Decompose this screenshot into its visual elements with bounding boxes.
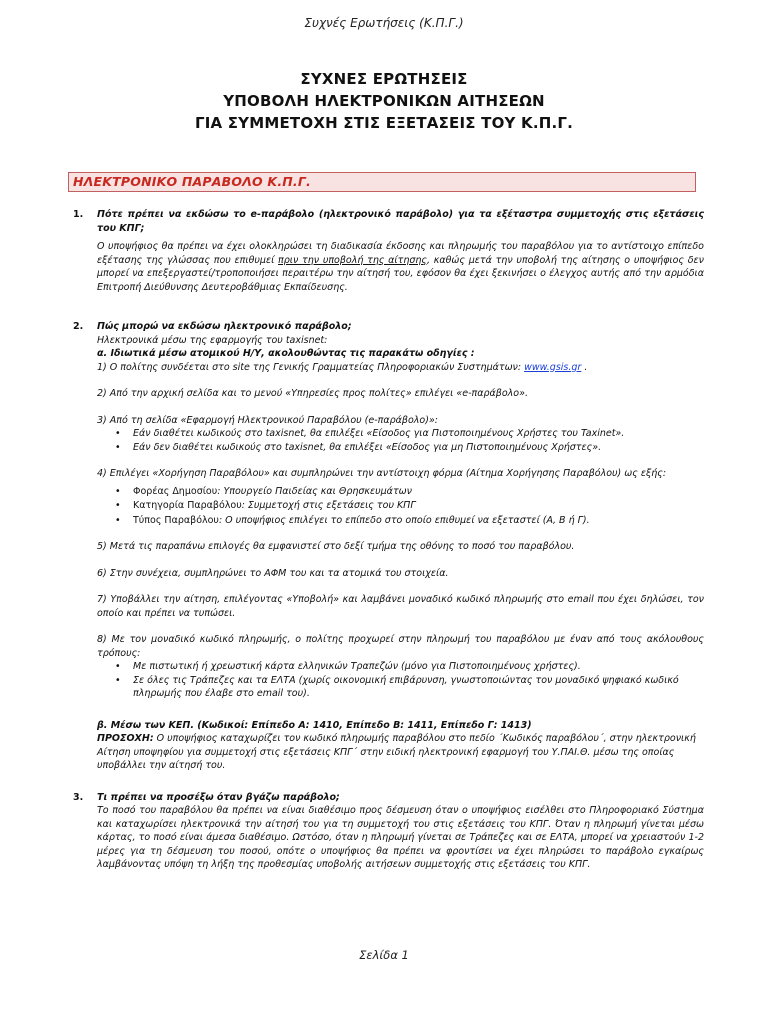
step-text: . xyxy=(581,361,588,373)
step-5: 5) Μετά τις παραπάνω επιλογές θα εμφανιστεί στο δεξί τμήμα της οθόνης το ποσό του παραβόλου. xyxy=(97,541,575,552)
section-heading: ΗΛΕΚΤΡΟΝΙΚΟ ΠΑΡΑΒΟΛΟ Κ.Π.Γ. xyxy=(73,174,311,189)
field-value: : Ο υποψήφιος επιλέγει το επίπεδο στο οποίο επιθυμεί να εξεταστεί (Α, Β ή Γ). xyxy=(218,514,590,526)
page-number: Σελίδα 1 xyxy=(359,948,409,962)
answer-paragraph: Το ποσό του παραβόλου θα πρέπει να είναι διαθέσιμο προς δέσμευση όταν ο υποψήφιος εισέλθει στο Πληροφοριακό Σύστημα και καταχωρίσει ηλεκτρονικά την αίτησή του για τη συμμετοχή του στις εξετάσεις του ΚΠΓ. Όταν η πληρωμή γίνεται μέσω κάρτας, το ποσό είναι άμεσα διαθέσιμο. Ωστόσο, όταν η πληρωμή γίνεται σε Τράπεζες και σε ΕΛΤΑ, μπορεί να χρειαστούν 1-2 μέρες για τη δέσμευση του ποσού, οπότε ο υποψήφιος θα πρέπει να φροντίσει να έχει πληρώσει το παράβολο εγκαίρως λαμβάνοντας υπόψη τη λήξη της προθεσμίας υποβολής αιτήσεων συμμετοχής στις εξετάσεις του ΚΠΓ. xyxy=(97,805,704,870)
field-label: Κατηγορία Παραβόλου xyxy=(133,500,242,511)
answer-paragraph xyxy=(97,240,704,294)
step-3-list xyxy=(97,427,704,454)
faq-item-2 xyxy=(70,320,704,773)
field-value: : Συμμετοχή στις εξετάσεις του ΚΠΓ xyxy=(241,500,416,511)
section-heading-box xyxy=(68,172,696,192)
step-3: 3) Από τη σελίδα «Εφαρμογή Ηλεκτρονικού Παραβόλου (e-παράβολο)»: xyxy=(97,414,438,426)
answer-intro: Ηλεκτρονικά μέσω της εφαρμογής του taxisnet: xyxy=(97,334,328,346)
gsis-link[interactable]: www.gsis.gr xyxy=(524,361,582,373)
question-title: Πότε πρέπει να εκδώσω το e-παράβολο (ηλεκτρονικό παράβολο) για τα εξέταστρα συμμετοχής στις εξετάσεις του ΚΠΓ; xyxy=(97,209,704,234)
step-2: 2) Από την αρχική σελίδα και το μενού «Υπηρεσίες προς πολίτες» επιλέγει «e-παράβολο». xyxy=(97,388,529,399)
answer-text: Ο υποψήφιος θα πρέπει να έχει ολοκληρώσει τη διαδικασία έκδοσης και πληρωμής του παραβόλου για το αντίστοιχο επίπεδο εξέτασης της γλώσσας που επιθυμεί xyxy=(97,241,704,266)
step-6: 6) Στην συνέχεια, συμπληρώνει το ΑΦΜ του και τα ατομικά του στοιχεία. xyxy=(97,567,449,579)
step-8: 8) Με τον μοναδικό κωδικό πληρωμής, ο πολίτης προχωρεί στην πληρωμή του παραβόλου με έναν από τους ακόλουθους τρόπους: xyxy=(97,634,704,659)
list-item: • Με πιστωτική ή χρεωστική κάρτα ελληνικών Τραπεζών (μόνο για Πιστοποιημένους χρήστες). xyxy=(97,660,704,674)
attention-text: Ο υποψήφιος καταχωρίζει τον κωδικό πληρωμής παραβόλου στο πεδίο ΄Κωδικός παραβόλου΄, στην ηλεκτρονική Αίτηση υποψηφίου για συμμετοχή στις εξετάσεις ΚΠΓ΄ στην ειδική ηλεκτρονική εφαρμογή του Υ.ΠΑΙ.Θ. μέσω της οποίας υποβάλλει την αίτησή του. xyxy=(97,733,696,771)
step-1 xyxy=(97,361,704,375)
answer-underlined-text: πριν την υποβολή της αίτησης xyxy=(278,254,427,266)
step-text: 1) Ο πολίτης συνδέεται στο site της Γενικής Γραμματείας Πληροφοριακών Συστημάτων: xyxy=(97,361,525,373)
subsection-a: α. Ιδιωτικά μέσω ατομικού Η/Υ, ακολουθώντας τις παρακάτω οδηγίες : xyxy=(97,348,475,359)
step-7: 7) Υποβάλλει την αίτηση, επιλέγοντας «Υποβολή» και λαμβάνει μοναδικό κωδικό πληρωμής στο email που έχει δηλώσει, τον οποίο και πρέπει να τυπώσει. xyxy=(97,594,704,619)
question-title: Τι πρέπει να προσέξω όταν βγάζω παράβολο; xyxy=(97,791,340,803)
field-label: Φορέας Δημοσίου xyxy=(133,485,218,497)
list-item: • Σε όλες τις Τράπεζες και τα ΕΛΤΑ (χωρίς οικονομική επιβάρυνση, γνωστοποιώντας τον μοναδικό ψηφιακό κωδικό πληρωμής που έλαβε στο email του). xyxy=(97,674,704,701)
list-item xyxy=(97,499,704,513)
list-item xyxy=(97,485,704,499)
title-line-3: ΓΙΑ ΣΥΜΜΕΤΟΧΗ ΣΤΙΣ ΕΞΕΤΑΣΕΙΣ ΤΟΥ Κ.Π.Γ. xyxy=(194,114,574,132)
question-number: 2. xyxy=(73,321,84,332)
title-line-2: ΥΠΟΒΟΛΗ ΗΛΕΚΤΡΟΝΙΚΩΝ ΑΙΤΗΣΕΩΝ xyxy=(223,92,545,110)
answer-text: , καθώς μετά την υποβολή της αίτησης ο υποψήφιος δεν μπορεί να επεξεργαστεί/τροποποιήσει περαιτέρω την αίτησή του, εφόσον θα έχει ξεκινήσει ο έλεγχος αυτής από την αρμόδια Επιτροπή Διεύθυνσης Δευτεροβάθμιας Εκπαίδευσης. xyxy=(97,254,704,293)
field-value: : Υπουργείο Παιδείας και Θρησκευμάτων xyxy=(217,485,412,497)
faq-item-3 xyxy=(70,791,704,872)
list-item: • Εάν δεν διαθέτει κωδικούς στο taxisnet, θα επιλέξει «Είσοδος για μη Πιστοποιημένους Χρήστες». xyxy=(97,441,704,455)
title-line-1: ΣΥΧΝΕΣ ΕΡΩΤΗΣΕΙΣ xyxy=(300,70,468,88)
list-item: • Εάν διαθέτει κωδικούς στο taxisnet, θα επιλέξει «Είσοδος για Πιστοποιημένους Χρήστες του Taxinet». xyxy=(97,427,704,441)
list-item xyxy=(97,514,704,528)
step-4-list xyxy=(97,485,704,528)
step-4: 4) Επιλέγει «Χορήγηση Παραβόλου» και συμπληρώνει την αντίστοιχη φόρμα (Αίτημα Χορήγησης Παραβόλου) ως εξής: xyxy=(97,468,667,479)
field-label: Τύπος Παραβόλου xyxy=(133,514,219,526)
attention-label: ΠΡΟΣΟΧΗ: xyxy=(97,733,154,744)
attention-note xyxy=(97,732,704,773)
faq-item-1 xyxy=(70,208,704,294)
question-number: 3. xyxy=(73,791,84,803)
subsection-b: β. Μέσω των ΚΕΠ. (Κωδικοί: Επίπεδο Α: 1410, Επίπεδο Β: 1411, Επίπεδο Γ: 1413) xyxy=(97,719,532,731)
faq-content xyxy=(70,208,704,872)
step-8-list xyxy=(97,660,704,701)
question-title: Πώς μπορώ να εκδώσω ηλεκτρονικό παράβολο; xyxy=(97,321,352,332)
question-number: 1. xyxy=(73,209,84,220)
document-title xyxy=(0,68,768,134)
running-header: Συχνές Ερωτήσεις (Κ.Π.Γ.) xyxy=(304,16,464,30)
